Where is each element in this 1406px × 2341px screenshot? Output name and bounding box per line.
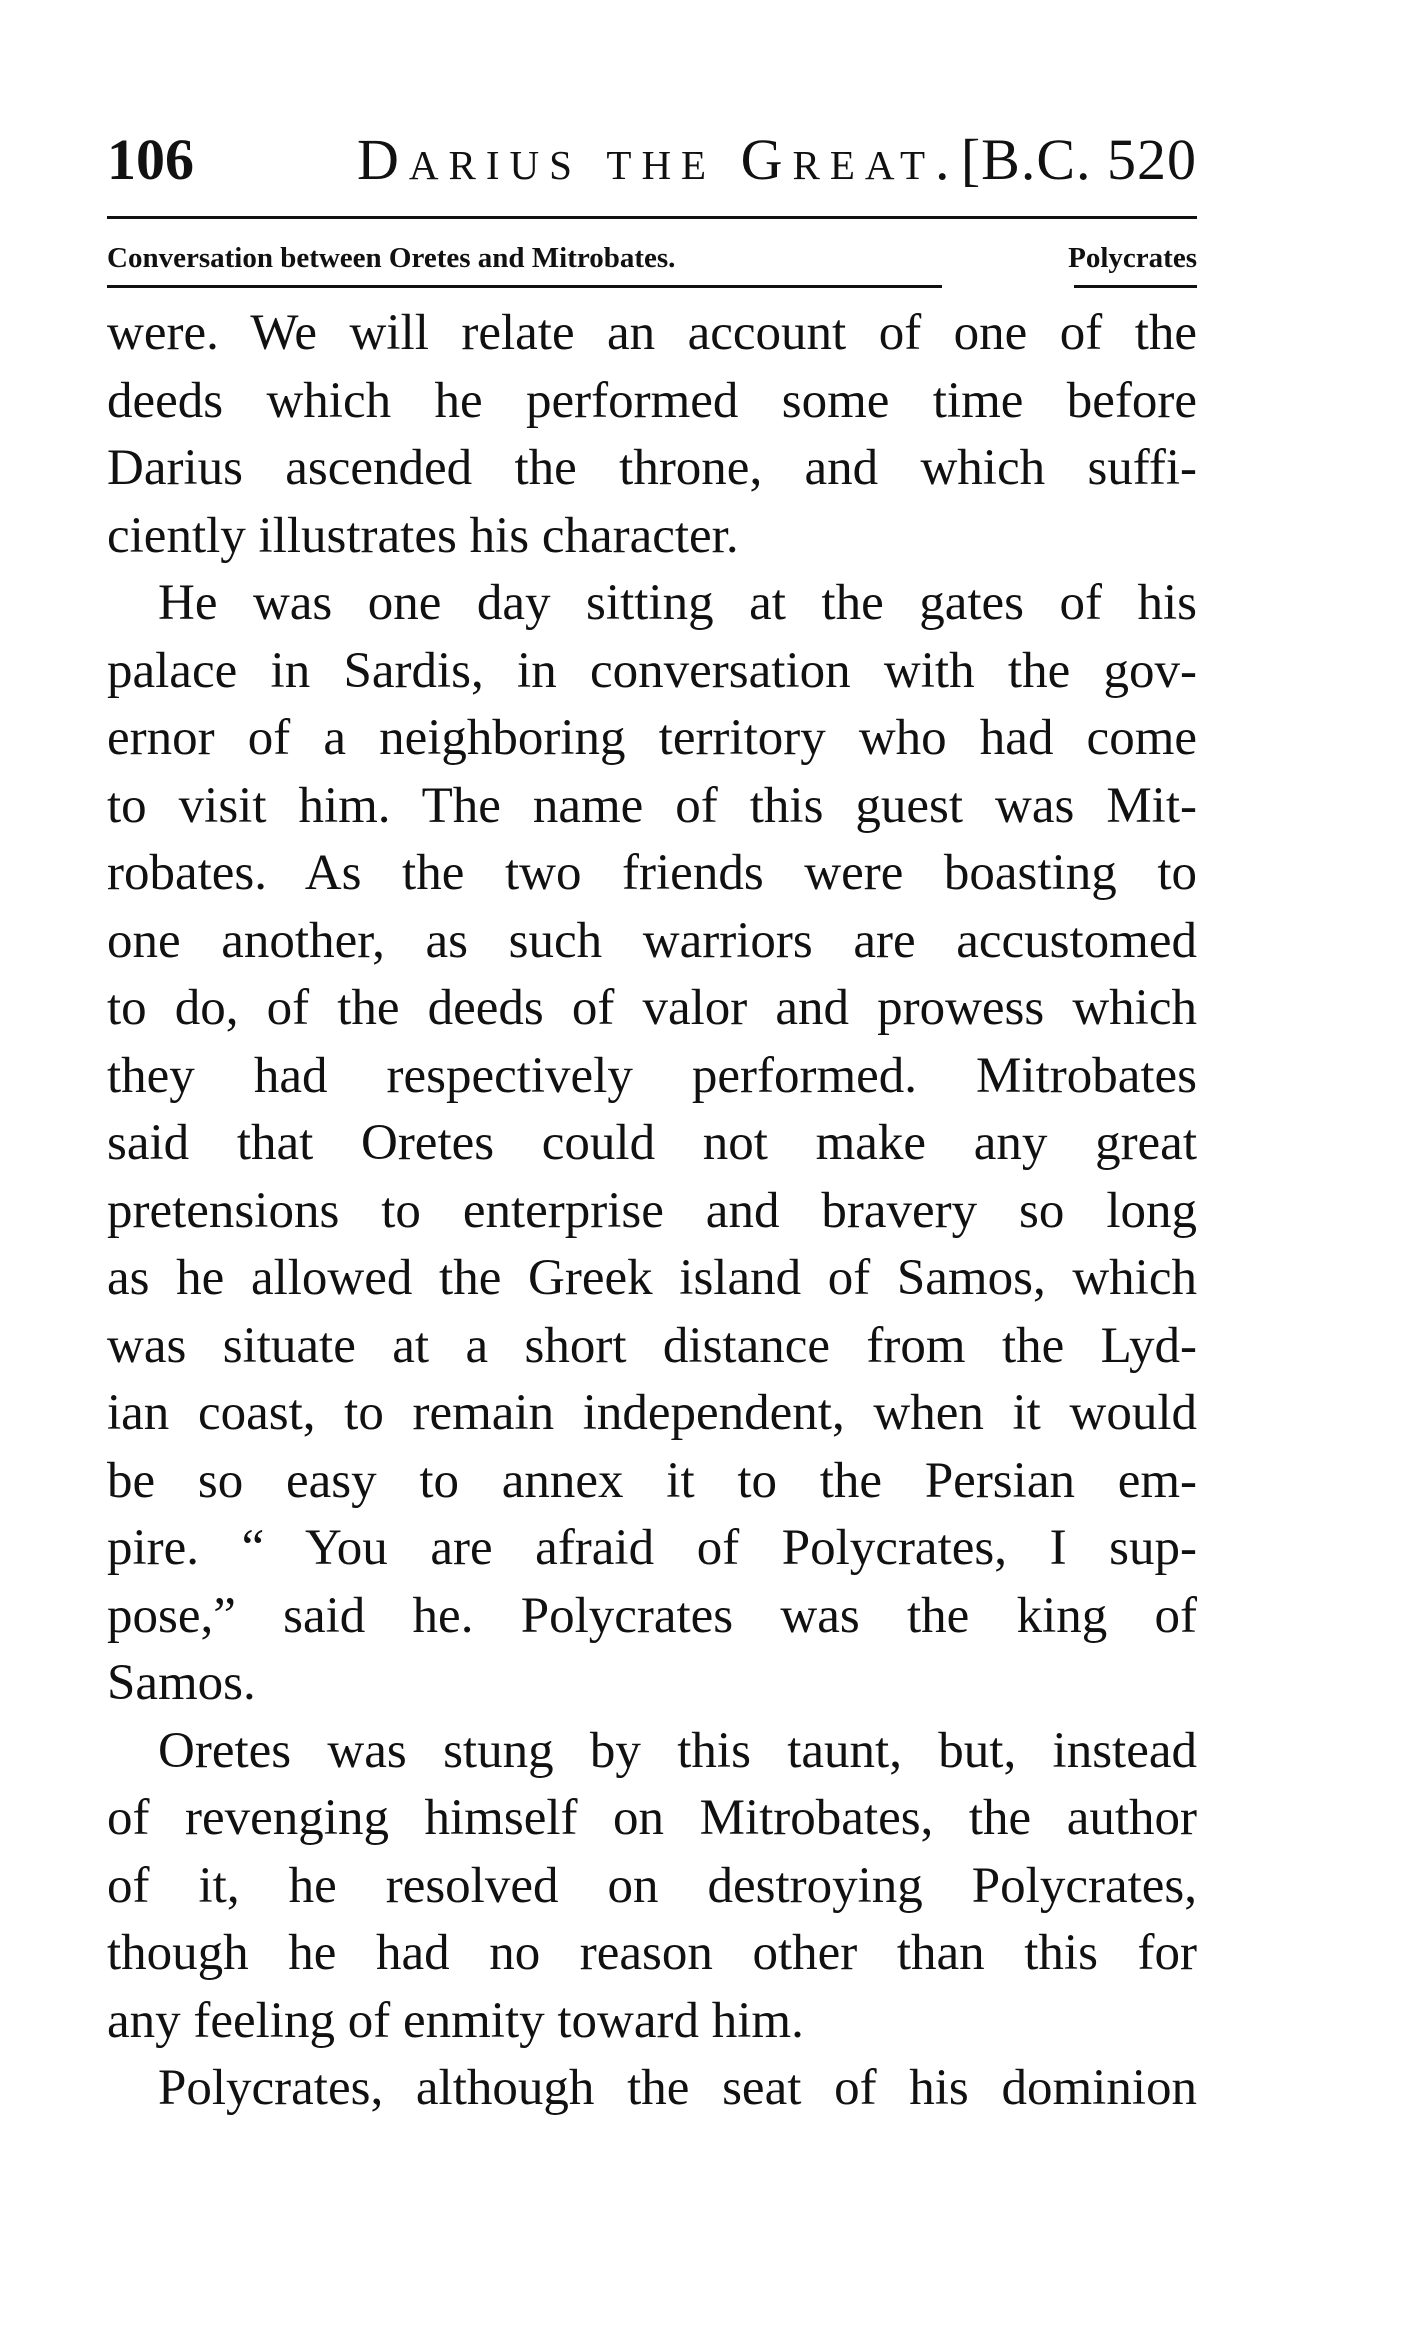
text-line: Oretes was stung by this taunt, but, instead	[158, 1722, 1197, 1779]
text-line: deeds which he performed some time before	[107, 372, 1197, 429]
text-line: ciently illustrates his character.	[107, 507, 739, 564]
page-header	[107, 120, 1197, 200]
text-line: pire. “ You are afraid of Polycrates, I sup-	[107, 1520, 1197, 1576]
header-rule-top	[107, 216, 1197, 219]
text-line: one another, as such warriors are accustomed	[107, 912, 1197, 969]
text-line: pretensions to enterprise and bravery so long	[107, 1182, 1197, 1239]
text-line: Darius ascended the throne, and which suffi-	[107, 440, 1197, 496]
text-line: pose,” said he. Polycrates was the king of	[107, 1587, 1197, 1644]
text-line: they had respectively performed. Mitrobates	[107, 1047, 1197, 1104]
text-line: Samos.	[107, 1655, 256, 1711]
text-line: ian coast, to remain independent, when it would	[107, 1385, 1197, 1441]
subheader	[107, 236, 1197, 280]
text-line: of it, he resolved on destroying Polycrates,	[107, 1857, 1197, 1914]
text-line: though he had no reason other than this for	[107, 1925, 1197, 1981]
text-line: as he allowed the Greek island of Samos, which	[107, 1250, 1197, 1306]
subheader-keyword: Polycrates	[1068, 242, 1197, 274]
text-line: ernor of a neighboring territory who had come	[107, 710, 1197, 766]
running-title: Darius the Great.	[357, 127, 960, 192]
text-line: to do, of the deeds of valor and prowess which	[107, 980, 1197, 1036]
text-line: of revenging himself on Mitrobates, the author	[107, 1790, 1197, 1846]
header-date: [B.C. 520	[960, 127, 1197, 192]
text-line: was situate at a short distance from the Lyd-	[107, 1317, 1197, 1374]
text-line: said that Oretes could not make any great	[107, 1115, 1197, 1171]
text-line: palace in Sardis, in conversation with the gov-	[107, 642, 1197, 699]
text-line: robates. As the two friends were boasting to	[107, 845, 1197, 901]
text-line: to visit him. The name of this guest was Mit-	[107, 777, 1197, 834]
header-rule-bottom-left	[107, 285, 942, 288]
text-line: Polycrates, although the seat of his dominion	[158, 2060, 1197, 2116]
subheader-topic: Conversation between Oretes and Mitrobates.	[107, 242, 676, 274]
header-rule-bottom-right	[1074, 285, 1197, 288]
text-line: any feeling of enmity toward him.	[107, 1992, 804, 2049]
text-line: be so easy to annex it to the Persian em-	[107, 1452, 1197, 1509]
text-line: He was one day sitting at the gates of his	[158, 575, 1197, 631]
body-text	[107, 300, 1197, 2123]
text-line: were. We will relate an account of one of the	[107, 305, 1197, 361]
page-number: 106	[107, 127, 194, 192]
